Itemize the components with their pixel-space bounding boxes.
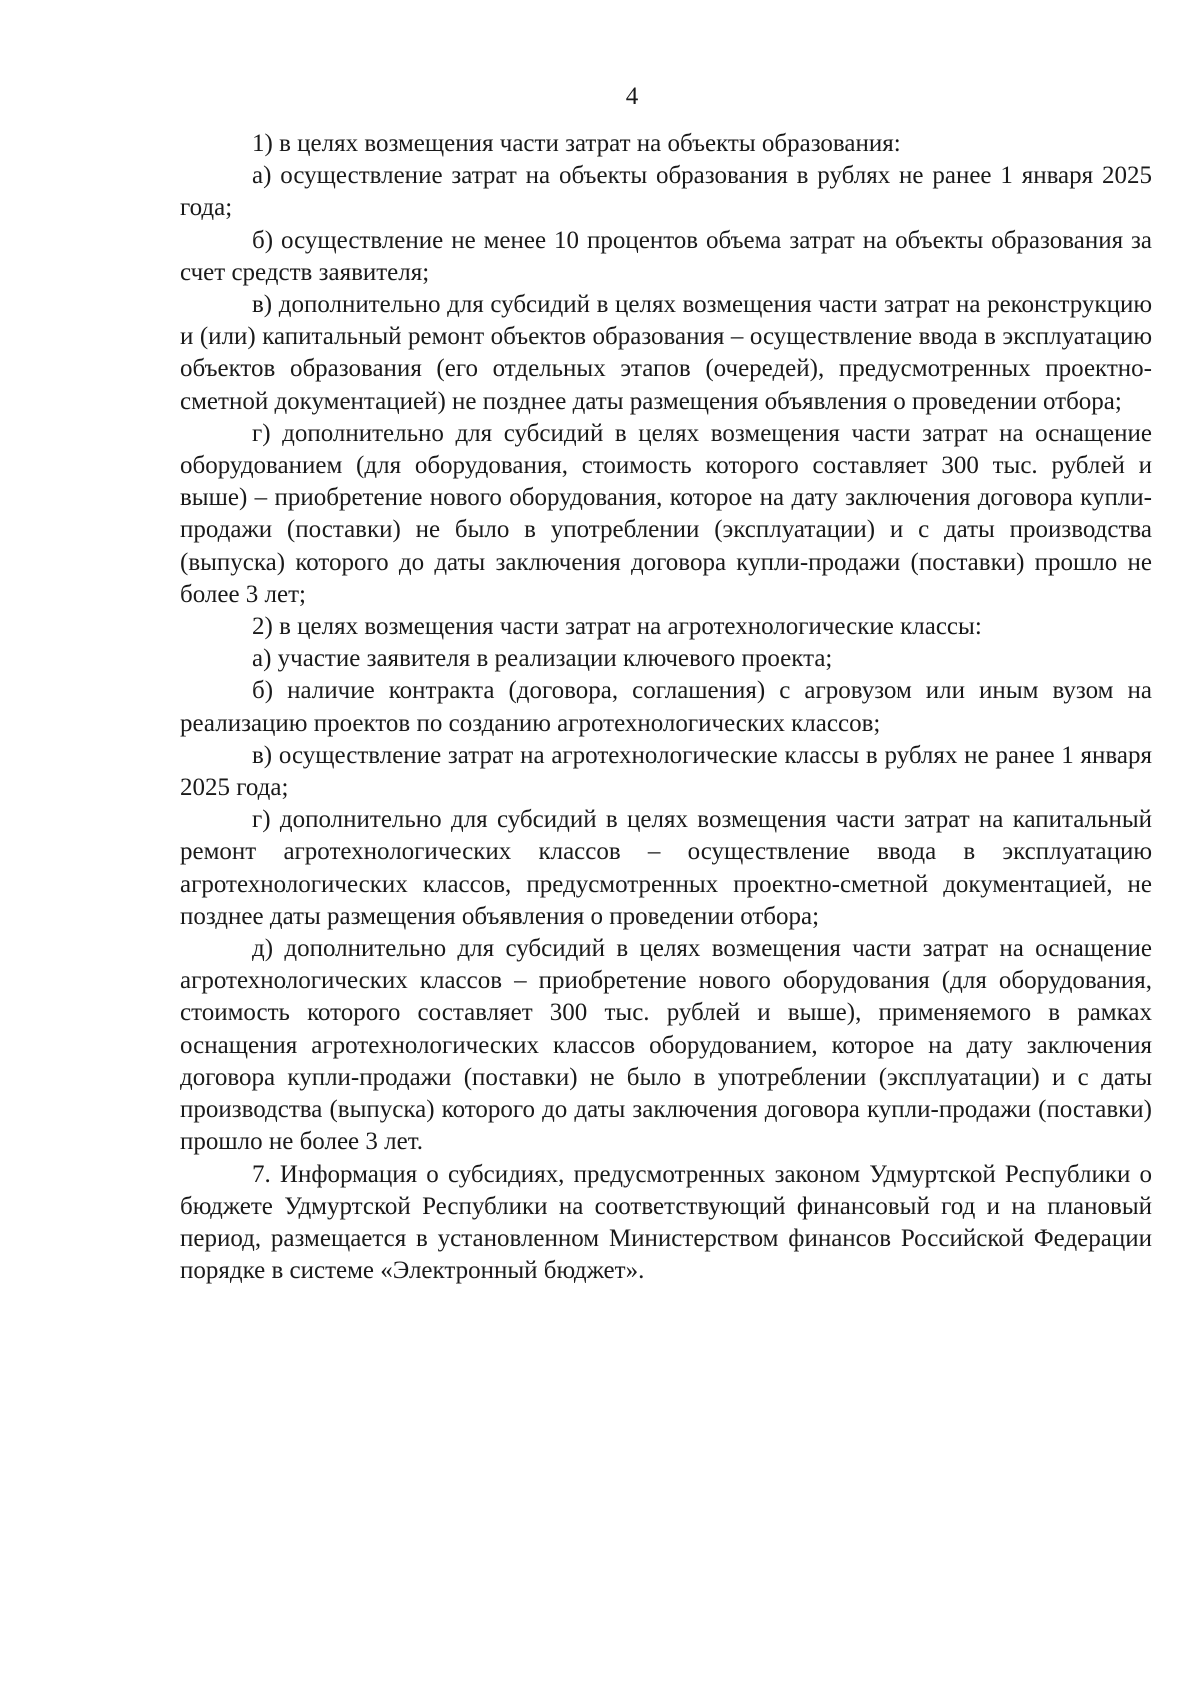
page-number: 4 (625, 83, 639, 110)
paragraph-item-2g: г) дополнительно для субсидий в целях возмещения части затрат на капитальный ремонт агротехнологических классов – осуществление ввода в эксплуатацию агротехнологических классов, предусмотренных проектно-сметной документацией, не позднее даты размещения объявления о проведении отбора; (180, 806, 1152, 930)
paragraph-section-7: 7. Информация о субсидиях, предусмотренных законом Удмуртской Республики о бюджете Удмуртской Республики на соответствующий финансовый год и на плановый период, размещается в установленном Министерством финансов Российской Федерации порядке в системе «Электронный бюджет». (180, 1160, 1152, 1285)
document-body (180, 128, 1152, 1287)
paragraph-item-1a: а) осуществление затрат на объекты образования в рублях не ранее 1 января 2025 года; (180, 162, 1152, 222)
paragraph-item-1g: г) дополнительно для субсидий в целях возмещения части затрат на оснащение оборудованием (для оборудования, стоимость которого составляет 300 тыс. рублей и выше) – приобретение нового оборудования, которое на дату заключения договора купли-продажи (поставки) не было в употреблении (эксплуатации) и с даты производства (выпуска) которого до даты заключения договора купли-продажи (поставки) прошло не более 3 лет; (180, 419, 1152, 608)
paragraph-item-2-intro: 2) в целях возмещения части затрат на агротехнологические классы: (252, 613, 982, 641)
paragraph-item-2a: а) участие заявителя в реализации ключевого проекта; (252, 645, 833, 673)
paragraph-item-1v: в) дополнительно для субсидий в целях возмещения части затрат на реконструкцию и (или) капитальный ремонт объектов образования – осуществление ввода в эксплуатацию объектов образования (его отдельных этапов (очередей), предусмотренных проектно-сметной документацией) не позднее даты размещения объявления о проведении отбора; (180, 291, 1152, 415)
paragraph-item-2b: б) наличие контракта (договора, соглашения) с агровузом или иным вузом на реализацию проектов по созданию агротехнологических классов; (180, 677, 1152, 737)
paragraph-item-1-intro: 1) в целях возмещения части затрат на объекты образования: (252, 130, 901, 157)
paragraph-item-2d: д) дополнительно для субсидий в целях возмещения части затрат на оснащение агротехнологических классов – приобретение нового оборудования (для оборудования, стоимость которого составляет 300 тыс. рублей и выше), применяемого в рамках оснащения агротехнологических классов оборудованием, которое на дату заключения договора купли-продажи (поставки) не было в употреблении (эксплуатации) и с даты производства (выпуска) которого до даты заключения договора купли-продажи (поставки) прошло не более 3 лет. (180, 935, 1152, 1156)
paragraph-item-2v: в) осуществление затрат на агротехнологические классы в рублях не ранее 1 января 2025 года; (180, 741, 1152, 802)
paragraph-item-1b: б) осуществление не менее 10 процентов объема затрат на объекты образования за счет средств заявителя; (180, 226, 1152, 286)
